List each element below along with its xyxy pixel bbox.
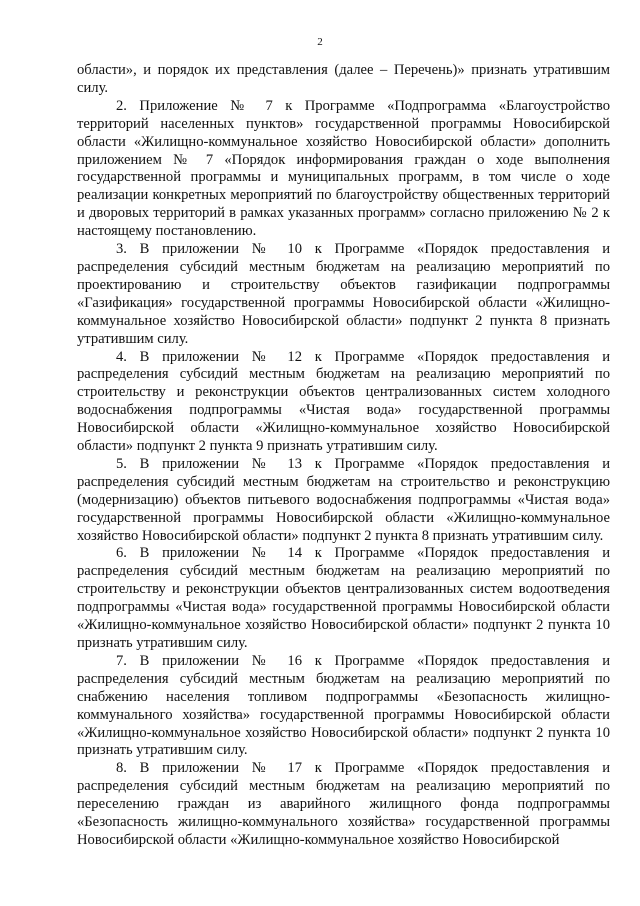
paragraph-item-5: 5. В приложении № 13 к Программе «Порядок предоставления и распределения субсидий местным бюджетам на строительство и реконструкцию (модернизацию) объектов питьевого водоснабжения подпрограммы «Чистая вода» государственной программы Новосибирской области «Жилищно-коммунальное хозяйство Новосибирской области» подпункт 2 пункта 8 признать утратившим силу.: [77, 455, 610, 544]
page-number: 2: [317, 36, 323, 48]
paragraph-item-6: 6. В приложении № 14 к Программе «Порядок предоставления и распределения субсидий местным бюджетам на реализацию мероприятий по строительству и реконструкции объектов централизованных систем водоотведения подпрограммы «Чистая вода» государственной программы Новосибирской области «Жилищно-коммунальное хозяйство Новосибирской области» подпункт 2 пункта 10 признать утратившим силу.: [77, 545, 610, 651]
paragraph-item-7: 7. В приложении № 16 к Программе «Порядок предоставления и распределения субсидий местным бюджетам на реализацию мероприятий по снабжению населения топливом подпрограммы «Безопасность жилищно-коммунального хозяйства» государственной программы Новосибирской области «Жилищно-коммунальное хозяйство Новосибирской области» подпункт 2 пункта 10 признать утратившим силу.: [77, 652, 610, 759]
document-body: [77, 62, 610, 850]
paragraph-item-2: 2. Приложение № 7 к Программе «Подпрограмма «Благоустройство территорий населенных пунктов» государственной программы Новосибирской области «Жилищно-коммунальное хозяйство Новосибирской области» дополнить приложением № 7 «Порядок информирования граждан о ходе выполнения государственной программы и муниципальных программ, в том числе о ходе реализации конкретных мероприятий по благоустройству общественных территорий и дворовых территорий в рамках указанных программ» согласно приложению № 2 к настоящему постановлению.: [77, 97, 610, 240]
paragraph-item-3: 3. В приложении № 10 к Программе «Порядок предоставления и распределения субсидий местным бюджетам на реализацию мероприятий по проектированию и строительству объектов газификации подпрограммы «Газификация» государственной программы Новосибирской области «Жилищно-коммунальное хозяйство Новосибирской области» подпункт 2 пункта 8 признать утратившим силу.: [77, 241, 610, 347]
paragraph-item-4: 4. В приложении № 12 к Программе «Порядок предоставления и распределения субсидий местным бюджетам на реализацию мероприятий по строительству и реконструкции объектов централизованных систем холодного водоснабжения подпрограммы «Чистая вода» государственной программы Новосибирской области «Жилищно-коммунальное хозяйство Новосибирской области» подпункт 2 пункта 9 признать утратившим силу.: [77, 348, 610, 455]
paragraph-continuation: области», и порядок их представления (далее – Перечень)» признать утратившим силу.: [77, 62, 610, 96]
paragraph-item-8: 8. В приложении № 17 к Программе «Порядок предоставления и распределения субсидий местным бюджетам на реализацию мероприятий по переселению граждан из аварийного жилищного фонда подпрограммы «Безопасность жилищно-коммунального хозяйства» государственной программы Новосибирской области «Жилищно-коммунальное хозяйство Новосибирской: [77, 760, 610, 848]
